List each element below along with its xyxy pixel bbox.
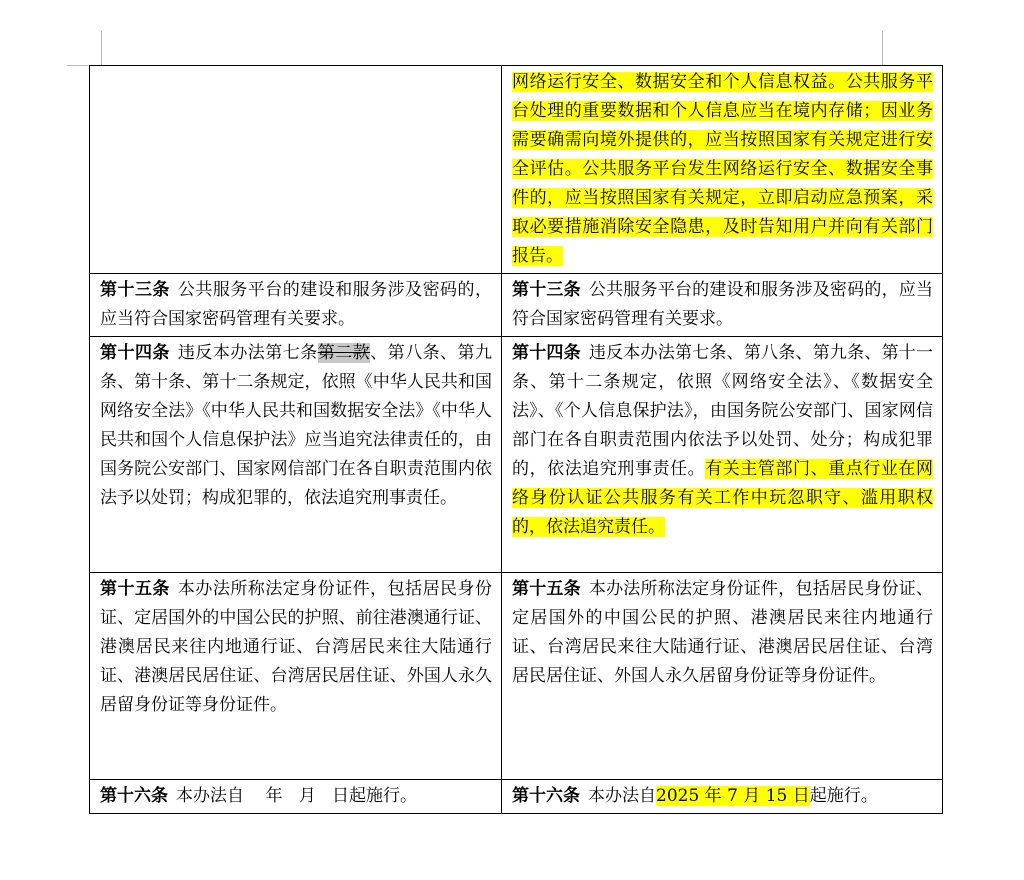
article-number: 第十五条 [100, 579, 170, 599]
revised-text-cell [502, 66, 943, 274]
article-number: 第十三条 [100, 280, 170, 300]
clause-text: 日起施行。 [332, 786, 418, 806]
original-text-cell [90, 274, 502, 337]
original-text-cell [90, 573, 502, 780]
table-row [90, 780, 943, 814]
effective-date: 2025 年 7 月 15 日 [656, 786, 810, 806]
revised-text-cell [502, 573, 943, 780]
clause-text: 公共服务平台的建设和服务涉及密码的，应当符合国家密码管理有关要求。 [512, 280, 934, 329]
article-number: 第十四条 [512, 343, 581, 363]
blank-date: 年 月 [244, 786, 333, 806]
original-text-cell [90, 66, 502, 274]
clause-text: 违反本办法第七条、第八条、第九条、第十一条、第十二条规定，依照《网络安全法》、《数据安全法》、《个人信息保护法》，由国务院公安部门、国家网信部门在各自职责范围内依法予以处罚、处分；构成犯罪的，依法追究刑事责任。 [512, 343, 934, 479]
clause-text: 本办法所称法定身份证件，包括居民身份证、定居国外的中国公民的护照、港澳居民来往内地通行证、台湾居民来往大陆通行证、港澳居民居住证、台湾居民居住证、外国人永久居留身份证等身份证件。 [512, 579, 934, 686]
added-text: 网络运行安全、数据安全和个人信息权益。公共服务平台处理的重要数据和个人信息应当在境内存储；因业务需要确需向境外提供的，应当按照国家有关规定进行安全评估。公共服务平台发生网络运行安全、数据安全事件的，应当按照国家有关规定，立即启动应急预案，采取必要措施消除安全隐患，及时告知用户并向有关部门报告。 [512, 72, 933, 266]
crop-mark-left [101, 31, 102, 65]
article-number: 第十六条 [100, 786, 168, 806]
clause-text: 本办法所称法定身份证件，包括居民身份证、定居国外的中国公民的护照、前往港澳通行证、港澳居民来往内地通行证、台湾居民来往大陆通行证、港澳居民居住证、台湾居民居住证、外国人永久居留身份证等身份证件。 [100, 579, 493, 715]
revised-text-cell [502, 274, 943, 337]
clause-text: 起施行。 [809, 786, 878, 806]
article-number: 第十三条 [512, 280, 581, 300]
table-row [90, 274, 943, 337]
clause-text: 违反本办法第七条 [177, 343, 318, 363]
original-text-cell [90, 337, 502, 573]
article-number: 第十四条 [100, 343, 170, 363]
article-number: 第十五条 [512, 579, 581, 599]
added-text: 有关主管部门、重点行业在网络身份认证公共服务有关工作中玩忽职守、滥用职权的，依法追究责任。 [512, 459, 934, 537]
revised-text-cell [502, 780, 943, 814]
crop-mark-right [882, 31, 883, 65]
article-number: 第十六条 [512, 786, 580, 806]
table-row [90, 337, 943, 573]
original-text-cell [90, 780, 502, 814]
deleted-text: 第二款 [317, 343, 371, 363]
clause-text: 本办法自 [176, 786, 244, 806]
clause-text: 本办法自 [588, 786, 656, 806]
revised-text-cell [502, 337, 943, 573]
clause-text: 公共服务平台的建设和服务涉及密码的，应当符合国家密码管理有关要求。 [100, 280, 493, 329]
table-row [90, 573, 943, 780]
clause-text: 、第八条、第九条、第十条、第十二条规定，依照《中华人民共和国网络安全法》《中华人民共和国数据安全法》《中华人民共和国个人信息保护法》应当追究法律责任的，由国务院公安部门、国家网信部门在各自职责范围内依法予以处罚；构成犯罪的，依法追究刑事责任。 [100, 343, 493, 508]
comparison-table [89, 65, 943, 814]
table-row [90, 66, 943, 274]
